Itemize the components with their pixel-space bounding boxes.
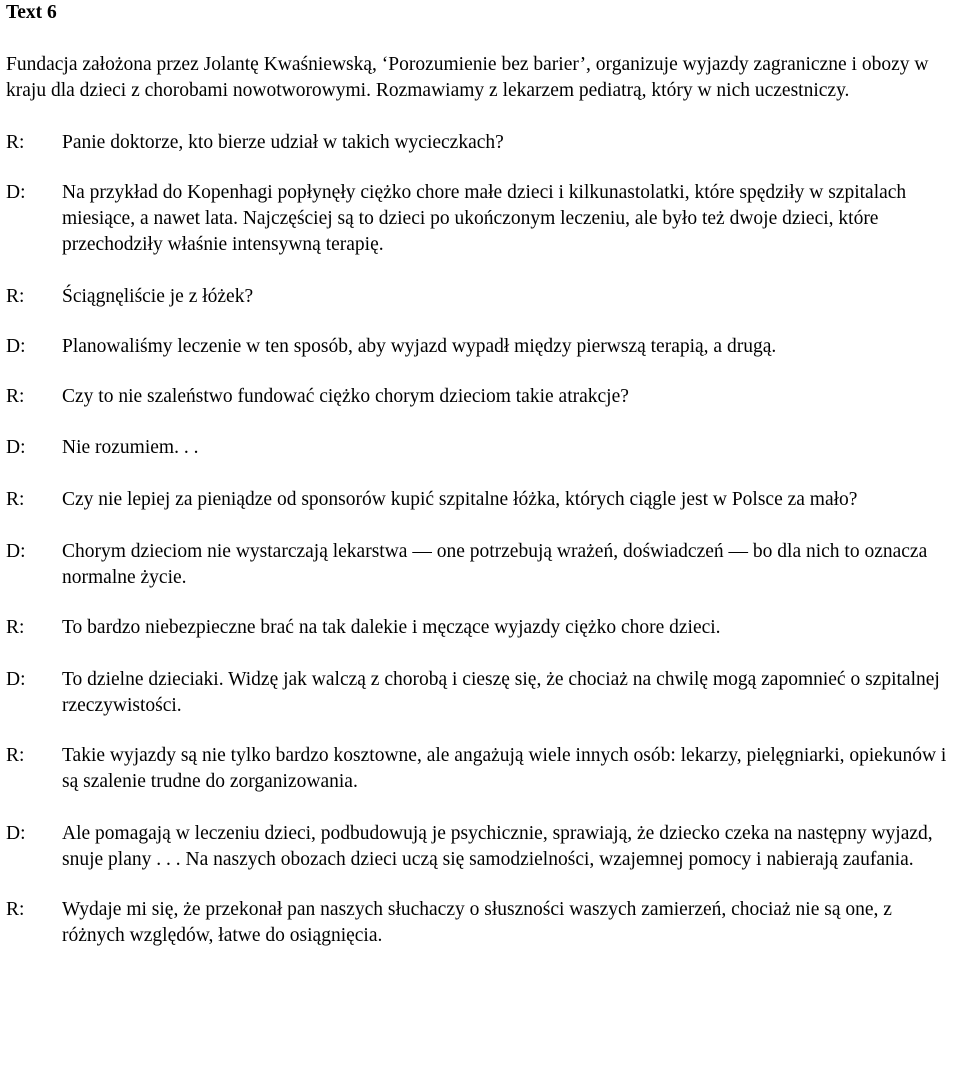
utterance-text: Nie rozumiem. . . <box>62 437 199 458</box>
dialogue-turn <box>6 615 956 641</box>
utterance-text: Takie wyjazdy są nie tylko bardzo kosztowne, ale angażują wiele innych osób: lekarzy, pielęgniarki, opiekunów i są szalenie trudne do zorganizowania. <box>62 745 947 792</box>
dialogue-turn <box>6 821 956 873</box>
utterance-text: Czy nie lepiej za pieniądze od sponsorów kupić szpitalne łóżka, których ciągle jest w Polsce za mało? <box>62 489 858 510</box>
dialogue-turn <box>6 284 956 310</box>
dialogue-turn <box>6 334 956 360</box>
dialogue-turn <box>6 384 956 410</box>
speaker-label: R: <box>6 132 25 153</box>
dialogue-turn <box>6 130 956 156</box>
dialogue-turn <box>6 667 956 719</box>
speaker-label: R: <box>6 286 25 307</box>
speaker-label: R: <box>6 899 25 920</box>
utterance-text: To bardzo niebezpieczne brać na tak dalekie i męczące wyjazdy ciężko chore dzieci. <box>62 617 721 638</box>
dialogue-turn <box>6 180 956 258</box>
utterance-text: Panie doktorze, kto bierze udział w takich wycieczkach? <box>62 132 504 153</box>
utterance-text: To dzielne dzieciaki. Widzę jak walczą z chorobą i cieszę się, że chociaż na chwilę mogą zapomnieć o szpitalnej rzeczywistości. <box>62 669 940 716</box>
document-page <box>6 0 956 949</box>
dialogue-turn <box>6 487 956 513</box>
utterance-text: Chorym dzieciom nie wystarczają lekarstwa — one potrzebują wrażeń, doświadczeń — bo dla nich to oznacza normalne życie. <box>62 541 928 588</box>
utterance-text: Czy to nie szaleństwo fundować ciężko chorym dzieciom takie atrakcje? <box>62 386 629 407</box>
speaker-label: D: <box>6 182 26 203</box>
dialogue-turn <box>6 539 956 591</box>
utterance-text: Planowaliśmy leczenie w ten sposób, aby wyjazd wypadł między pierwszą terapią, a drugą. <box>62 336 777 357</box>
dialogue-turn <box>6 435 956 461</box>
dialogue-turn <box>6 897 956 949</box>
speaker-label: R: <box>6 617 25 638</box>
utterance-text: Ale pomagają w leczeniu dzieci, podbudowują je psychicznie, sprawiają, że dziecko czeka na następny wyjazd, snuje plany . . . Na naszych obozach dzieci uczą się samodzielności, wzajemnej pomocy i nabierają zaufania. <box>62 823 933 870</box>
utterance-text: Na przykład do Kopenhagi popłynęły ciężko chore małe dzieci i kilkunastolatki, które spędziły w szpitalach miesiące, a nawet lata. Najczęściej są to dzieci po ukończonym leczeniu, ale było też dwoje dzieci, które przechodziły właśnie intensywną terapię. <box>62 182 907 255</box>
document-title: Text 6 <box>6 2 57 23</box>
intro-paragraph: Fundacja założona przez Jolantę Kwaśniewską, ‘Porozumienie bez barier’, organizuje wyjazdy zagraniczne i obozy w kraju dla dzieci z chorobami nowotworowymi. Rozmawiamy z lekarzem pediatrą, który w nich uczestniczy. <box>6 54 929 101</box>
speaker-label: D: <box>6 336 26 357</box>
dialogue-turn <box>6 743 956 795</box>
speaker-label: R: <box>6 489 25 510</box>
utterance-text: Ściągnęliście je z łóżek? <box>62 286 254 307</box>
speaker-label: D: <box>6 823 26 844</box>
speaker-label: R: <box>6 745 25 766</box>
speaker-label: R: <box>6 386 25 407</box>
speaker-label: D: <box>6 437 26 458</box>
utterance-text: Wydaje mi się, że przekonał pan naszych słuchaczy o słuszności waszych zamierzeń, chociaż nie są one, z różnych względów, łatwe do osiągnięcia. <box>62 899 892 946</box>
speaker-label: D: <box>6 669 26 690</box>
speaker-label: D: <box>6 541 26 562</box>
